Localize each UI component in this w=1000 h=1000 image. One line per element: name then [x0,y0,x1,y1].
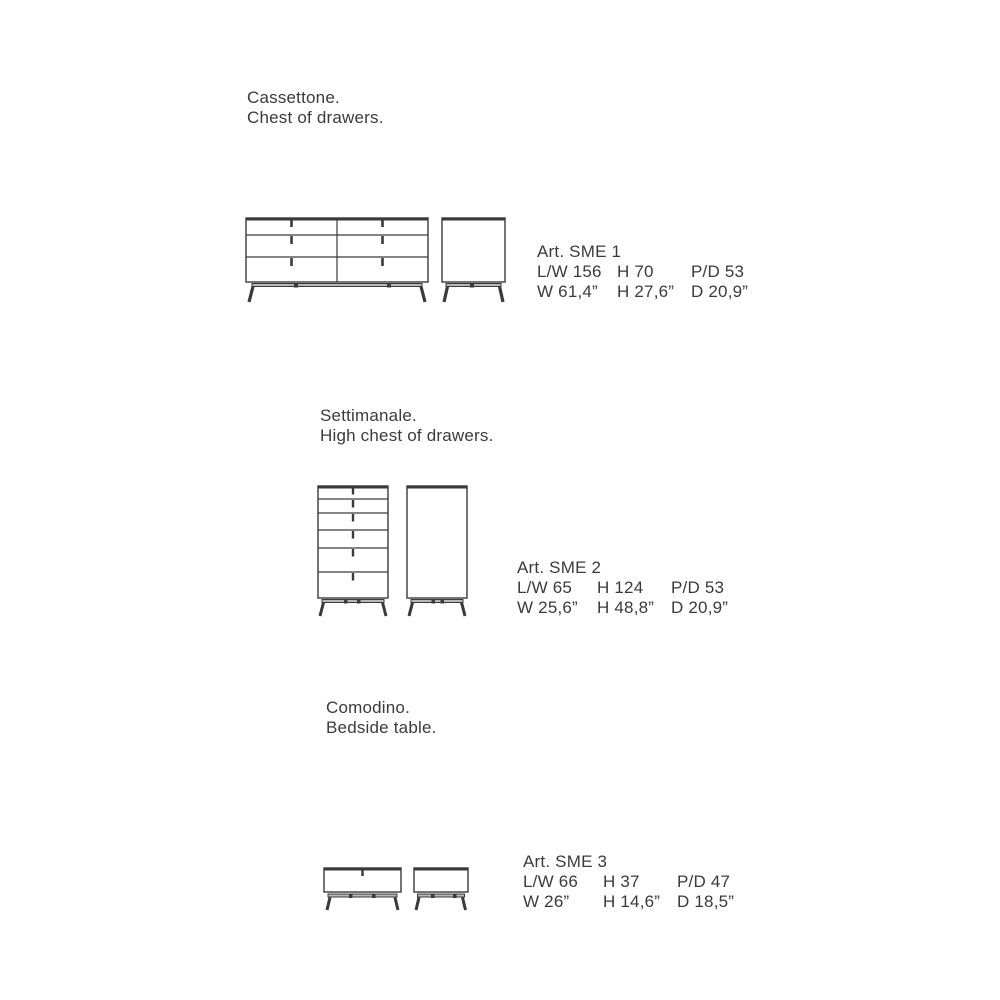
leg [249,287,253,303]
section-title-settimanale [320,406,494,446]
chest-of-drawers-drawing [243,212,509,307]
title-italian: Settimanale. [320,406,417,425]
imperial-dimensions-row [517,598,728,618]
dimension-depth-metric: P/D 53 [691,262,745,281]
dimension-width-metric: L/W 66 [523,872,579,891]
rail-mount [349,894,353,899]
base-rail [411,600,463,603]
leg [444,287,448,303]
metric-dimensions-row [517,578,728,598]
cabinet-body [414,868,468,892]
high-chest-drawing [316,482,476,622]
section-title-comodino [326,698,437,738]
base-rail [328,894,397,897]
high-chest-side-view [407,486,467,616]
dimension-width-imperial: W 61,4” [537,282,598,301]
title-italian: Comodino. [326,698,411,717]
title-english: Chest of drawers. [247,108,384,127]
dimension-width-metric: L/W 156 [537,262,602,281]
base-rail [418,894,465,897]
leg [409,603,413,617]
cabinet-body [407,486,467,598]
spec-block-sme3 [523,852,734,912]
rail-mount [431,894,435,899]
rail-mount [372,894,376,899]
bedside-table-drawing [322,860,472,912]
article-code: Art. SME 1 [537,242,622,261]
chest-front-view [246,218,428,302]
leg [383,603,387,617]
dimension-height-imperial: H 48,8” [597,598,655,617]
dimension-height-metric: H 124 [597,578,644,597]
dimension-width-imperial: W 25,6” [517,598,578,617]
dimension-height-imperial: H 14,6” [603,892,661,911]
rail-mount [453,894,457,899]
dimension-depth-metric: P/D 53 [671,578,725,597]
dimension-depth-metric: P/D 47 [677,872,731,891]
dimension-width-imperial: W 26” [523,892,570,911]
leg [463,898,466,911]
rail-mount [344,599,348,604]
rail-mount [432,599,436,604]
leg [462,603,466,617]
article-code: Art. SME 3 [523,852,608,871]
metric-dimensions-row [523,872,734,892]
cabinet-body [442,218,505,282]
spec-block-sme1 [537,242,748,302]
base-rail [252,284,422,287]
dimension-width-metric: L/W 65 [517,578,573,597]
title-italian: Cassettone. [247,88,340,107]
bedside-front-view [324,868,401,910]
rail-mount [387,283,391,288]
leg [327,898,330,911]
rail-mount [294,283,298,288]
dimension-height-imperial: H 27,6” [617,282,675,301]
leg [395,898,398,911]
leg [500,287,504,303]
section-title-cassettone [247,88,384,128]
leg [421,287,425,303]
dimension-height-metric: H 37 [603,872,640,891]
leg [320,603,324,617]
base-rail [322,600,384,603]
high-chest-front-view [318,486,388,616]
chest-side-view [442,218,505,302]
rail-mount [441,599,445,604]
imperial-dimensions-row [537,282,748,302]
leg [416,898,419,911]
metric-dimensions-row [537,262,748,282]
rail-mount [470,283,474,288]
title-english: High chest of drawers. [320,426,494,445]
title-english: Bedside table. [326,718,437,737]
imperial-dimensions-row [523,892,734,912]
bedside-side-view [414,868,468,910]
dimension-depth-imperial: D 18,5” [677,892,735,911]
dimension-height-metric: H 70 [617,262,654,281]
article-code: Art. SME 2 [517,558,602,577]
rail-mount [357,599,361,604]
dimension-depth-imperial: D 20,9” [671,598,729,617]
spec-block-sme2 [517,558,728,618]
dimension-depth-imperial: D 20,9” [691,282,749,301]
